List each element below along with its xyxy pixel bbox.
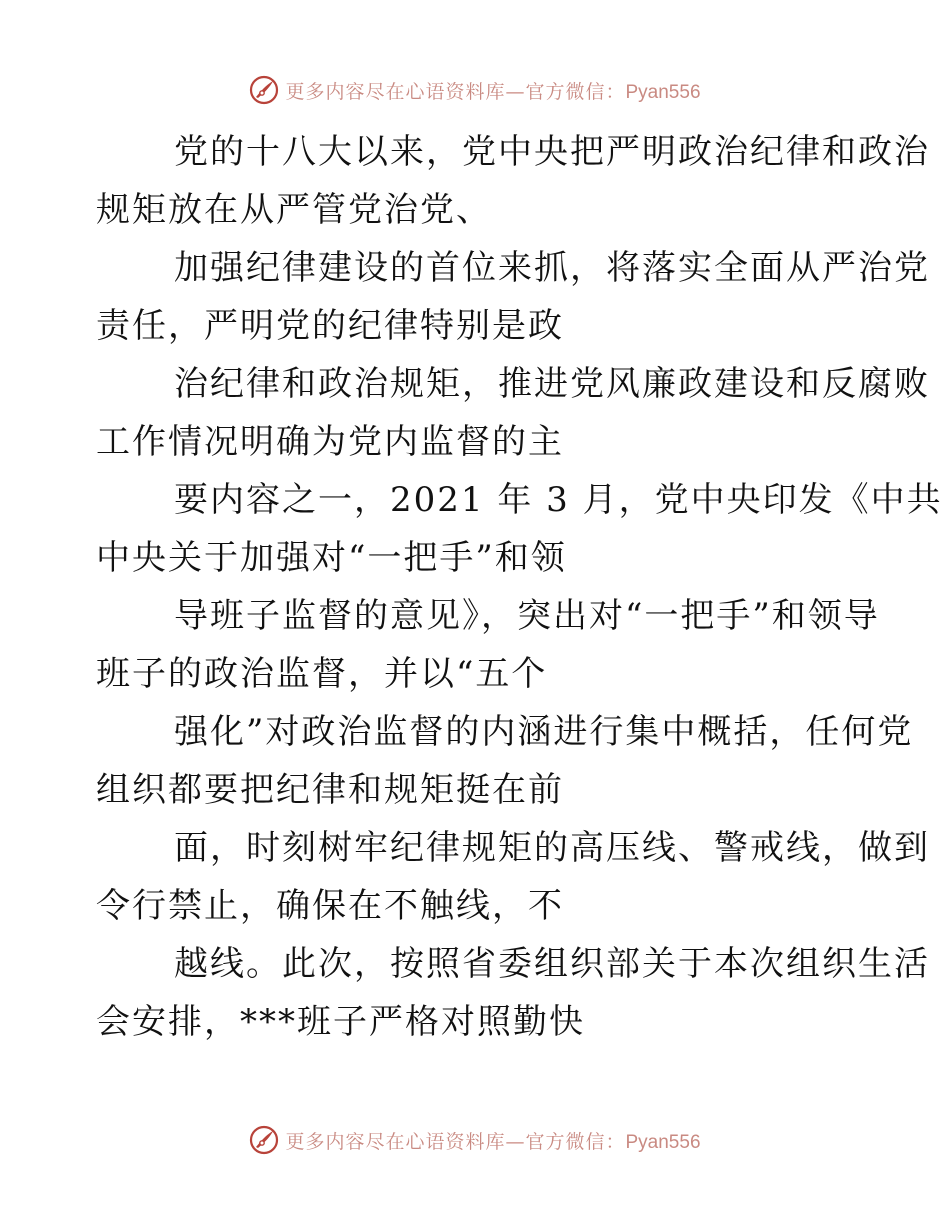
text-line: 会安排，***班子严格对照勤快 <box>96 1002 585 1042</box>
paragraph <box>96 355 930 471</box>
text-line: 令行禁止，确保在不触线，不 <box>96 886 564 926</box>
paragraph <box>96 935 930 1051</box>
text-line: 党的十八大以来，党中央把严明政治纪律和政治 <box>174 132 930 172</box>
text-line: 中央关于加强对“一把手”和领 <box>96 538 567 578</box>
paragraph <box>96 703 914 819</box>
text-line: 组织都要把纪律和规矩挺在前 <box>96 770 564 810</box>
watermark-text: 更多内容尽在心语资料库—官方微信：Pyan556 <box>285 1130 701 1153</box>
watermark-text: 更多内容尽在心语资料库—官方微信：Pyan556 <box>285 80 701 103</box>
text-line: 要内容之一，2021 年 3 月，党中央印发《中共 <box>174 480 943 520</box>
text-line: 工作情况明确为党内监督的主 <box>96 422 564 462</box>
text-line: 治纪律和政治规矩，推进党风廉政建设和反腐败 <box>174 364 930 404</box>
paragraph <box>96 587 880 703</box>
text-line: 越线。此次，按照省委组织部关于本次组织生活 <box>174 944 930 984</box>
footer-watermark <box>0 1120 950 1160</box>
quill-logo-icon <box>249 75 279 105</box>
text-line: 导班子监督的意见》，突出对“一把手”和领导 <box>174 596 880 636</box>
paragraph <box>96 123 930 239</box>
header-watermark <box>0 70 950 110</box>
text-line: 班子的政治监督，并以“五个 <box>96 654 548 694</box>
text-line: 加强纪律建设的首位来抓，将落实全面从严治党 <box>174 248 930 288</box>
paragraph <box>96 471 943 587</box>
document-body <box>96 123 943 1051</box>
paragraph <box>96 239 930 355</box>
quill-logo-icon <box>249 1125 279 1155</box>
text-line: 强化”对政治监督的内涵进行集中概括，任何党 <box>174 712 914 752</box>
text-line: 面，时刻树牢纪律规矩的高压线、警戒线，做到 <box>174 828 930 868</box>
paragraph <box>96 819 930 935</box>
text-line: 规矩放在从严管党治党、 <box>96 190 492 230</box>
text-line: 责任，严明党的纪律特别是政 <box>96 306 564 346</box>
